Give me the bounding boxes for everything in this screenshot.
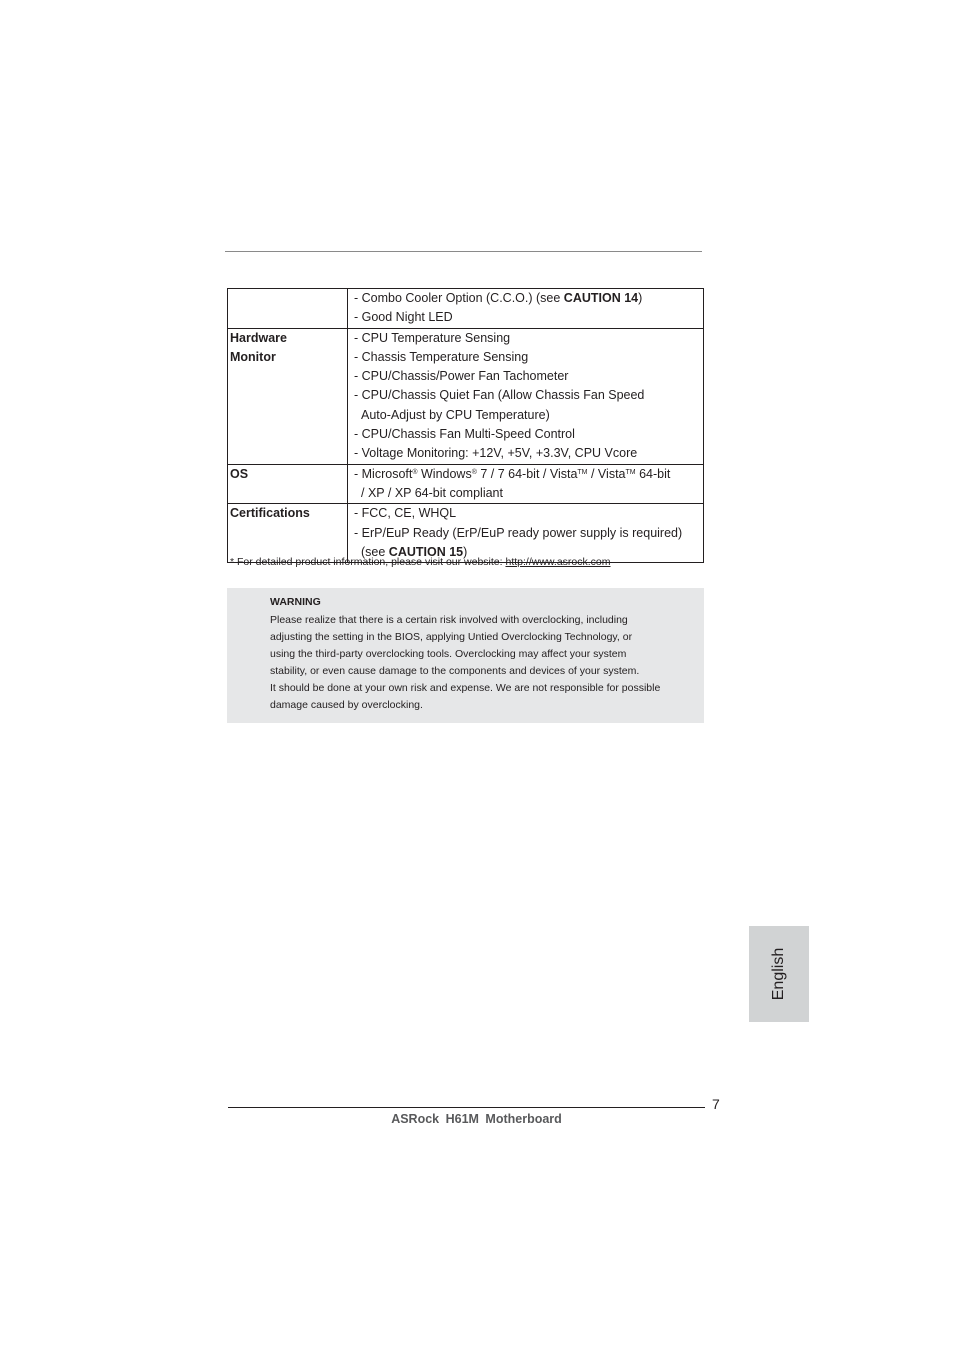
spec-line: (see CAUTION 15) [361, 544, 468, 559]
spec-line: - FCC, CE, WHQL [354, 506, 457, 521]
spec-line: - Voltage Monitoring: +12V, +5V, +3.3V, CPU Vcore [354, 446, 638, 461]
website-link[interactable]: http://www.asrock.com [505, 556, 611, 568]
spec-label-os: OS [228, 464, 348, 504]
spec-values [348, 328, 704, 464]
footer-divider [228, 1107, 705, 1108]
spec-values [348, 289, 704, 329]
warning-text: Please realize that there is a certain risk involved with overclocking, including adjusting the setting in the BIOS, applying Untied Overclocking Technology, or using the third-party overclocking tools. Overclocking may affect your system stability, or even cause damage to the components and devices of your system. It should be done at your own risk and expense. We are not responsible for possible damage caused by overclocking. [270, 614, 661, 711]
spec-values [348, 504, 704, 563]
table-row [228, 328, 704, 464]
language-label: English [770, 947, 787, 1001]
spec-line: - Chassis Temperature Sensing [354, 349, 529, 364]
spec-line: - CPU/Chassis Quiet Fan (Allow Chassis Fan Speed [354, 388, 645, 403]
spec-line: - Microsoft® Windows® 7 / 7 64-bit / Vista™ / Vista™ 64-bit [354, 466, 671, 481]
spec-label-empty [228, 289, 348, 329]
spec-label-certifications: Certifications [228, 504, 348, 563]
spec-line: - Combo Cooler Option (C.C.O.) (see CAUTION 14) [354, 291, 643, 305]
spec-line: - CPU/Chassis Fan Multi-Speed Control [354, 427, 575, 442]
spec-line: Auto-Adjust by CPU Temperature) [361, 407, 550, 422]
language-tab [749, 926, 809, 1022]
table-row [228, 504, 704, 563]
top-divider [225, 251, 702, 252]
spec-line: - CPU/Chassis/Power Fan Tachometer [354, 369, 569, 384]
table-row [228, 464, 704, 504]
spec-values [348, 464, 704, 504]
spec-label-hardware-monitor: Hardware Monitor [228, 328, 348, 464]
spec-line: - Good Night LED [354, 310, 453, 325]
spec-table [227, 288, 704, 563]
spec-line: / XP / XP 64-bit compliant [361, 485, 503, 500]
footer-title: ASRock H61M Motherboard [391, 1112, 562, 1126]
spec-line: - CPU Temperature Sensing [354, 330, 511, 345]
page-number: 7 [712, 1096, 720, 1112]
spec-line: - ErP/EuP Ready (ErP/EuP ready power supply is required) [354, 525, 683, 540]
warning-box [227, 588, 704, 723]
footnote: * For detailed product information, please visit our website: http://www.asrock.com [230, 556, 611, 568]
warning-title: WARNING [270, 596, 321, 608]
table-row [228, 289, 704, 329]
